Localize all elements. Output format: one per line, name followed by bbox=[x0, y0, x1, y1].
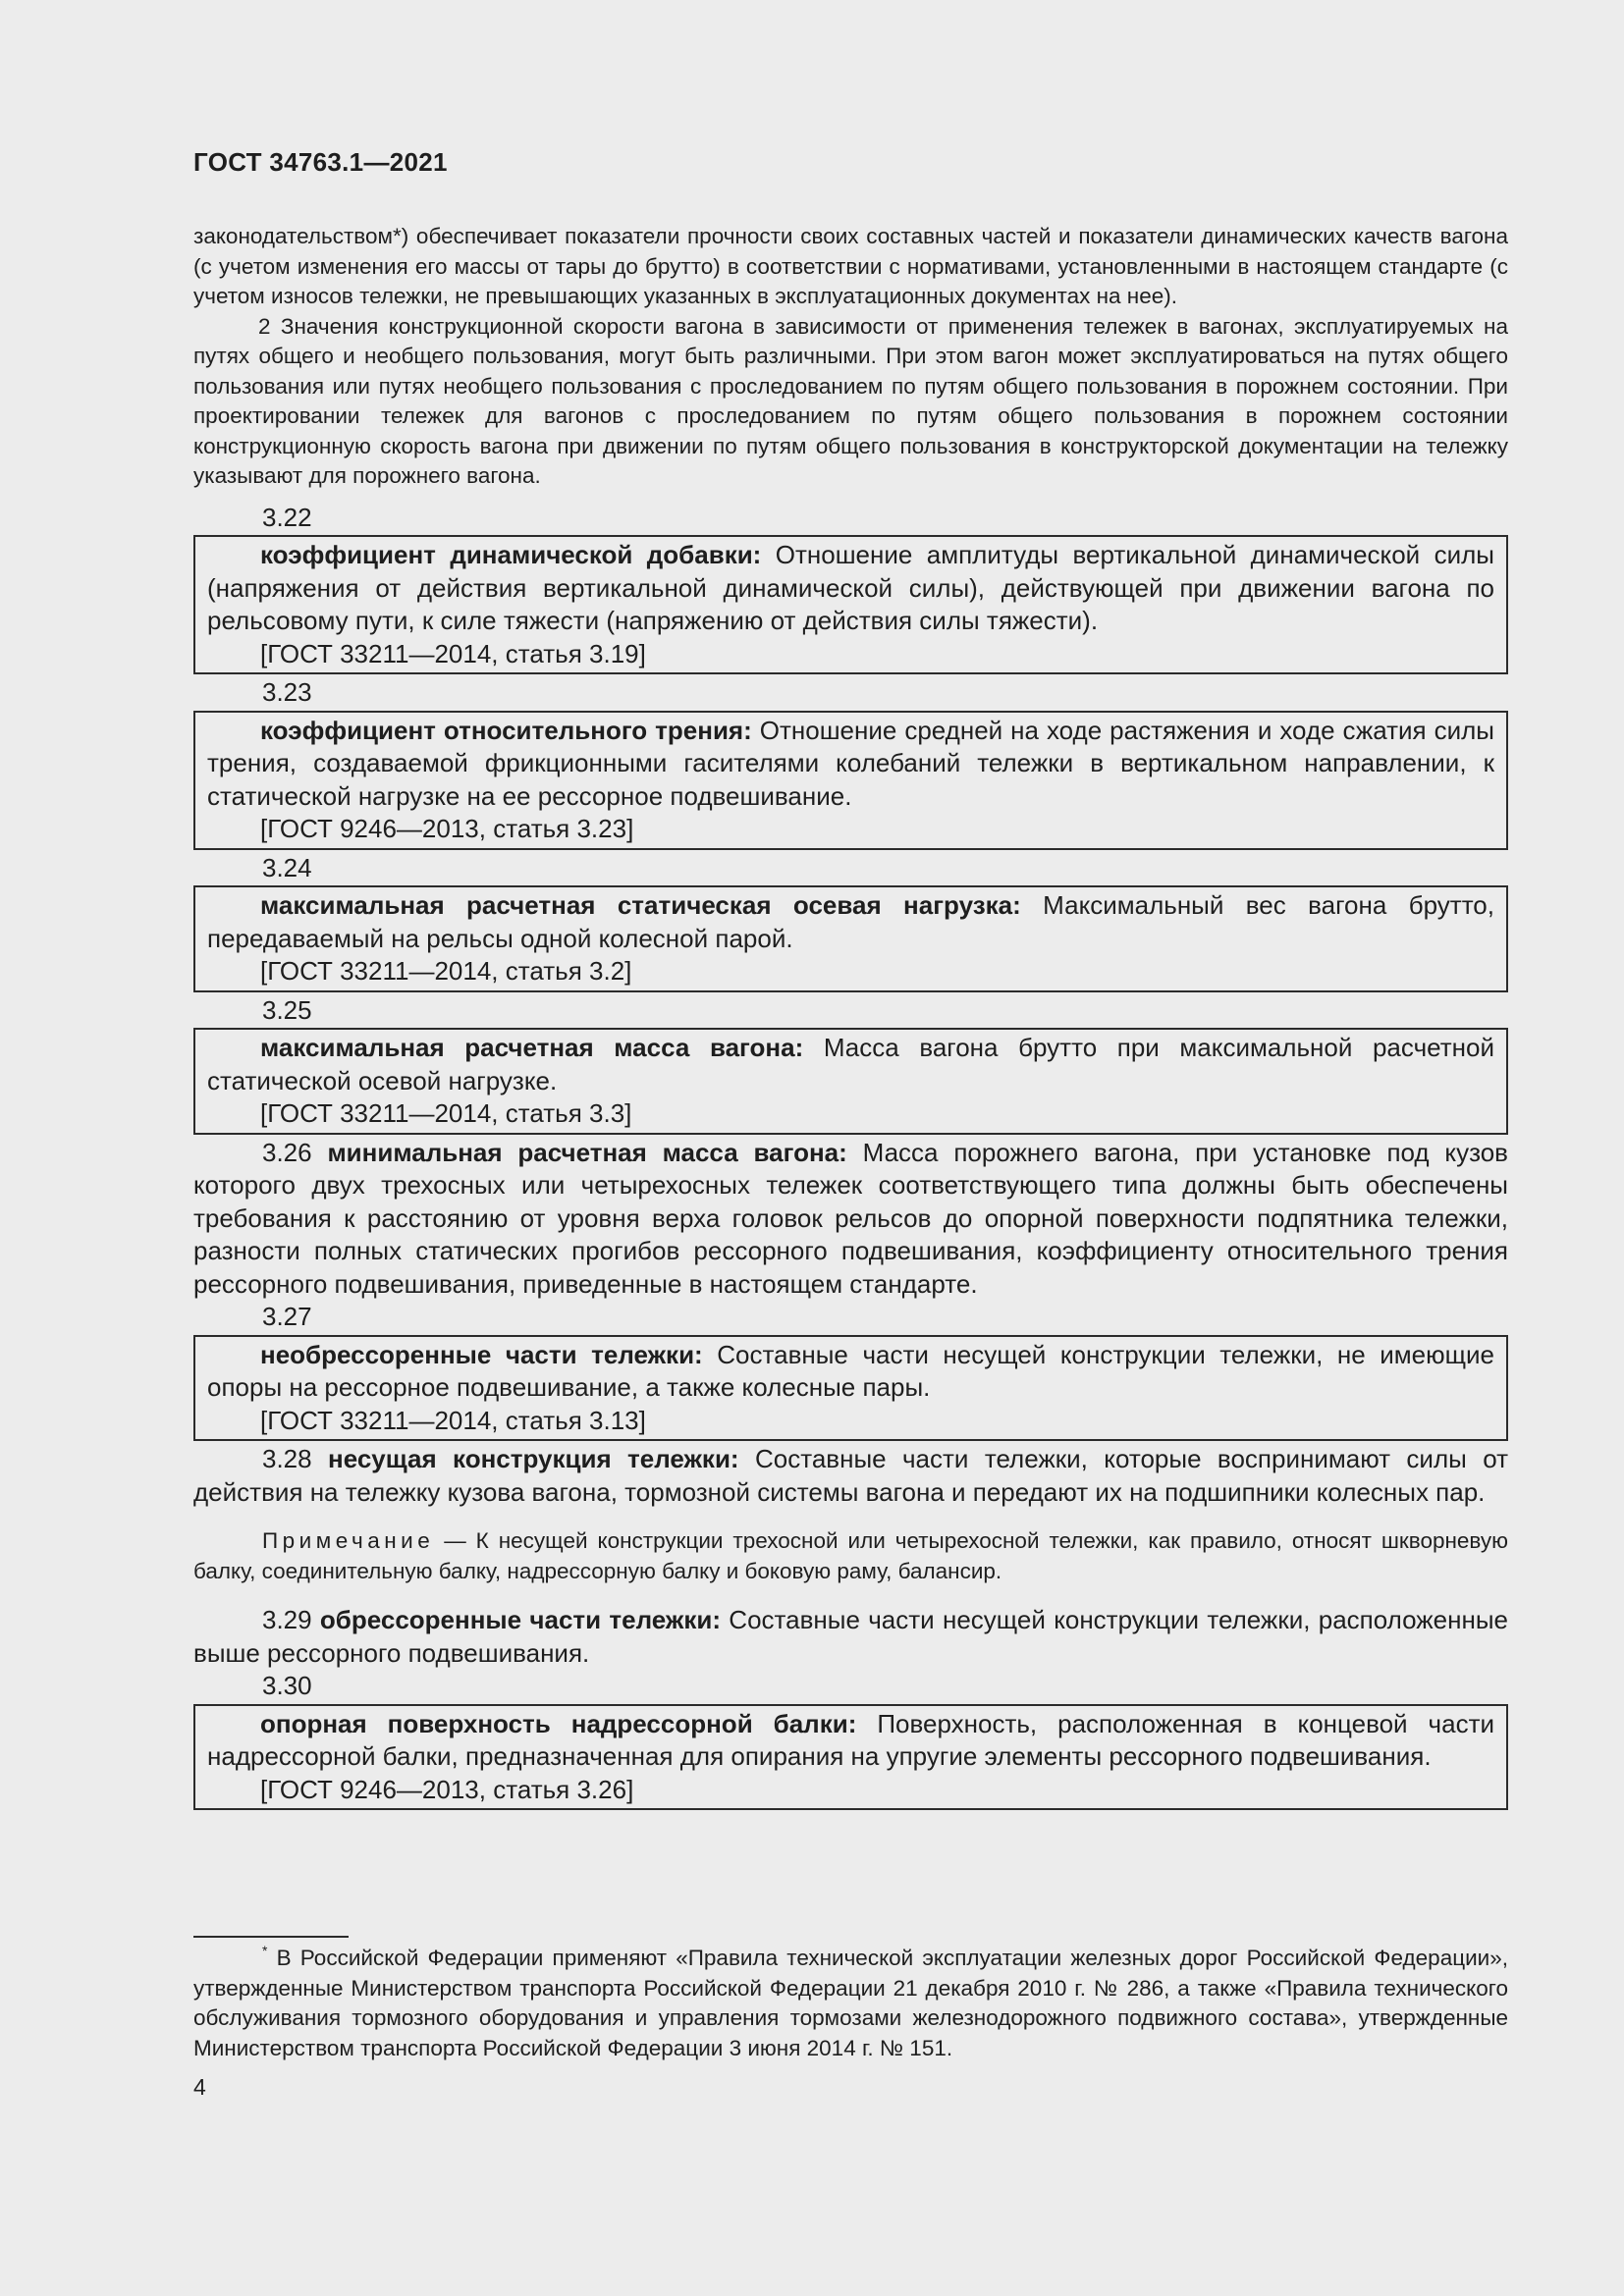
term-text: Максимальный вес вагона брутто, передаваемый на рельсы одной колесной парой. bbox=[207, 890, 1494, 953]
term-source: [ГОСТ 33211—2014, статья 3.19] bbox=[260, 638, 646, 668]
term-title: максимальная расчетная статическая осевая нагрузка: bbox=[260, 890, 1021, 920]
term-definition-box bbox=[193, 1704, 1508, 1811]
term-number: 3.23 bbox=[262, 677, 312, 707]
term-title: коэффициент относительного трения: bbox=[260, 715, 752, 745]
footnote-divider bbox=[193, 1936, 349, 1938]
term-definition-box bbox=[193, 535, 1508, 674]
term-definition bbox=[207, 1708, 1494, 1774]
term-text: Отношение амплитуды вертикальной динамической силы (напряжения от действия вертикальной динамической силы), действующей при движении вагона по рельсовому пути, к силе тяжести (напряжению от действия силы тяжести). bbox=[207, 540, 1494, 635]
term-number: 3.22 bbox=[262, 502, 312, 532]
footnote bbox=[193, 1944, 1508, 2063]
term-source: [ГОСТ 33211—2014, статья 3.2] bbox=[260, 956, 632, 986]
term-paragraph bbox=[193, 1604, 1508, 1670]
term-text: Поверхность, расположенная в концевой части надрессорной балки, предназначенная для опирания на упругие элементы рессорного подвешивания. bbox=[207, 1708, 1494, 1771]
term-paragraph bbox=[193, 1443, 1508, 1509]
term-source: [ГОСТ 33211—2014, статья 3.3] bbox=[260, 1098, 632, 1128]
term-definition bbox=[207, 1032, 1494, 1097]
intro-paragraph-1: законодательством*) обеспечивает показатели прочности своих составных частей и показатели динамических качеств вагона (с учетом изменения его массы от тары до брутто) в соответствии с нормативами, установленными в настоящем стандарте (с учетом износов тележки, не превышающих указанных в эксплуатационных документах на нее). bbox=[193, 224, 1508, 308]
term-text: Составные части несущей конструкции тележки, расположенные выше рессорного подвешивания. bbox=[193, 1605, 1508, 1668]
term-text: Масса порожнего вагона, при установке под кузов которого двух трехосных или четырехосных тележек соответствующего типа должны быть обеспечены требования к расстоянию от уровня верха головок рельсов до опорной поверхности подпятника тележки, разности полных статических прогибов рессорного подвешивания, коэффициенту относительного трения рессорного подвешивания, приведенные в настоящем стандарте. bbox=[193, 1137, 1508, 1299]
term-title: обрессоренные части тележки: bbox=[319, 1605, 721, 1634]
term-number: 3.28 bbox=[262, 1444, 328, 1473]
page-content bbox=[193, 222, 1508, 1812]
term-source: [ГОСТ 9246—2013, статья 3.26] bbox=[260, 1774, 634, 1804]
term-number: 3.27 bbox=[262, 1302, 312, 1331]
term-number: 3.26 bbox=[262, 1137, 328, 1167]
document-header: ГОСТ 34763.1—2021 bbox=[193, 147, 448, 177]
footnote-marker: * bbox=[262, 1942, 268, 1958]
note-paragraph bbox=[193, 1526, 1508, 1586]
term-source: [ГОСТ 33211—2014, статья 3.13] bbox=[260, 1405, 646, 1435]
term-number: 3.29 bbox=[262, 1605, 320, 1634]
term-definition-box bbox=[193, 1335, 1508, 1442]
page-number: 4 bbox=[193, 2074, 206, 2100]
term-definition bbox=[207, 889, 1494, 955]
term-number: 3.24 bbox=[262, 852, 312, 882]
term-text: Составные части несущей конструкции тележки, не имеющие опоры на рессорное подвешивание, а также колесные пары. bbox=[207, 1339, 1494, 1402]
term-paragraph bbox=[193, 1137, 1508, 1302]
term-title: максимальная расчетная масса вагона: bbox=[260, 1033, 804, 1062]
term-title: минимальная расчетная масса вагона: bbox=[327, 1137, 847, 1167]
term-definition-box bbox=[193, 1028, 1508, 1135]
term-definition-box bbox=[193, 711, 1508, 850]
term-text: Составные части тележки, которые воспринимают силы от действия на тележку кузова вагона, тормозной системы вагона и передают их на подшипники колесных пар. bbox=[193, 1444, 1509, 1507]
footnote-text: В Российской Федерации применяют «Правила технической эксплуатации железных дорог Российской Федерации», утвержденные Министерством транспорта Российской Федерации 21 декабря 2010 г. № 286, а также «Правила технического обслуживания тормозного оборудования и управления тормозами железнодорожного подвижного состава», утвержденные Министерством транспорта Российской Федерации 3 июня 2014 г. № 151. bbox=[193, 1946, 1508, 2060]
term-title: несущая конструкция тележки: bbox=[328, 1444, 739, 1473]
term-definition bbox=[207, 539, 1494, 638]
term-source: [ГОСТ 9246—2013, статья 3.23] bbox=[260, 814, 634, 843]
note-text: — К несущей конструкции трехосной или четырехосной тележки, как правило, относят шкворневую балку, соединительную балку, надрессорную балку и боковую раму, балансир. bbox=[193, 1528, 1508, 1583]
term-title: опорная поверхность надрессорной балки: bbox=[260, 1708, 857, 1738]
term-text: Отношение средней на ходе растяжения и ходе сжатия силы трения, создаваемой фрикционными гасителями колебаний тележки в вертикальном направлении, к статической нагрузке на ее рессорное подвешивание. bbox=[207, 715, 1494, 811]
term-title: коэффициент динамической добавки: bbox=[260, 540, 762, 569]
term-number: 3.25 bbox=[262, 994, 312, 1025]
term-definition-box bbox=[193, 885, 1508, 992]
term-text: Масса вагона брутто при максимальной расчетной статической осевой нагрузке. bbox=[207, 1033, 1494, 1095]
term-title: необрессоренные части тележки: bbox=[260, 1339, 703, 1369]
term-definition bbox=[207, 1339, 1494, 1405]
term-number: 3.30 bbox=[262, 1671, 312, 1700]
intro-paragraph-2: 2 Значения конструкционной скорости вагона в зависимости от применения тележек в вагонах, эксплуатируемых на путях общего и необщего пользования, могут быть различными. При этом вагон может эксплуатироваться на путях общего пользования или путях необщего пользования с проследованием по путям общего пользования в порожнем состоянии. При проектировании тележек для вагонов с проследованием по путям общего пользования в порожнем состоянии конструкционную скорость вагона при движении по путям общего пользования в конструкторской документации на тележку указывают для порожнего вагона. bbox=[193, 313, 1508, 488]
term-definition bbox=[207, 715, 1494, 814]
note-label: Примечание bbox=[262, 1528, 435, 1553]
